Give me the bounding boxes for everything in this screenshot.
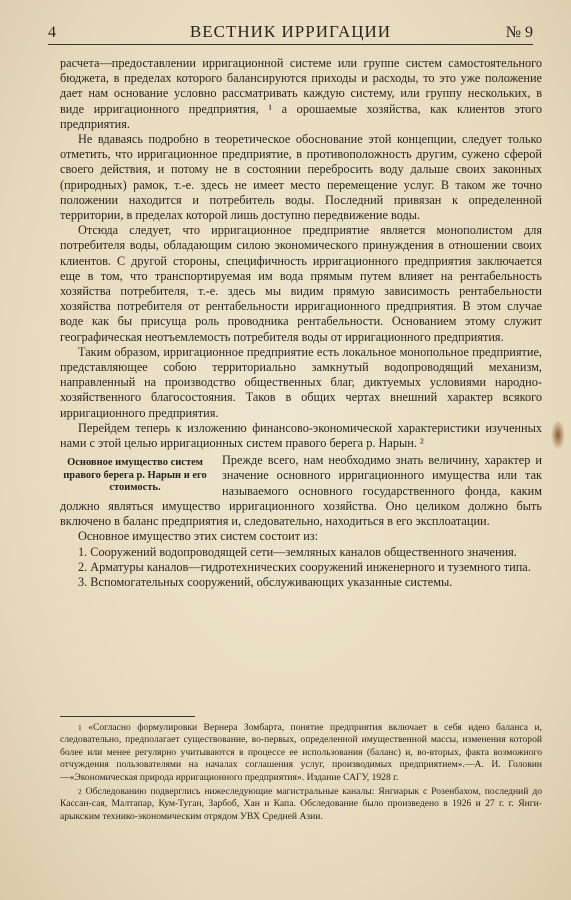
list-item: 1. Сооружений водопроводящей сети—земляных каналов общественного значения. [78, 544, 517, 559]
section-with-side-heading [60, 453, 542, 529]
main-text [60, 56, 542, 590]
footnote-text: Обследованию подверглись нижеследующие магистральные каналы: Янгиарык с Розенбахом, последний до Кассан-сая, Малтапар, Кум-Туган, Зарбоб, Хан и Капа. Обследование было произведено в 1926 и 27 г. г. Янги-арыкским технико-экономическим отрядом УВХ Средней Азии. [60, 786, 542, 822]
issue-number: № 9 [505, 24, 533, 41]
footnote [60, 722, 542, 784]
side-heading: Основное имущество систем правого берега р. Нарын и его стоимость. [63, 457, 207, 494]
footnote [60, 786, 542, 823]
footnote-number: 2 [78, 787, 82, 797]
footnote-number: 1 [78, 723, 82, 732]
paragraph: расчета—предоставлении ирригационной системе или группе систем самостоятельного бюджета, в пределах которого балансируются приходы и расходы, то это уже положение дает нам основание условно рассматривать каждую систему, или группу нескольких, в виде ирригационного предприятия, ¹ а орошаемые хозяйства, как клиентов этого предприятия. [60, 56, 542, 131]
paragraph: Прежде всего, нам необходимо знать величину, характер и значение основного ирригационного имущества или так называемого основного государственного фонда, каким должно являться имущество ирригационного хозяйства. Оно целиком должно быть включено в баланс предприятия и, следовательно, находиться в его эксплоатации. [60, 453, 542, 529]
page-number: 4 [48, 24, 56, 41]
journal-title: ВЕСТНИК ИРРИГАЦИИ [189, 22, 392, 41]
footnote-text: «Согласно формулировки Вернера Зомбарта, понятие предприятия включает в себя идею баланса и, следовательно, предполагает существование, во-первых, определенной имущественной массы, изменения которой более или менее регулярно учитываются в процессе ее использования (баланс) и, во-вторых, факта возможного отчуждения пользователями на началах соглашения услуг, производимых предприятием».—А. И. Головин—«Экономическая природа ирригационного предприятия». Издание САГУ, 1928 г. [60, 722, 542, 783]
list-item: 2. Арматуры каналов—гидротехнических сооружений инженерного и туземного типа. [78, 559, 531, 574]
list-intro: Основное имущество этих систем состоит из: [78, 529, 319, 544]
paragraph: Таким образом, ирригационное предприятие есть локальное монопольное предприятие, представляющее собою территориально замкнутый водопроводящий механизм, направленный на производство общественных благ, диктуемых условиями народно-хозяйственного благосостояния. Таков в общих чертах внешний характер всякого ирригационного предприятия. [60, 344, 542, 420]
list-item: 3. Вспомогательных сооружений, обслуживающих указанные системы. [78, 574, 453, 589]
paragraph: Перейдем теперь к изложению финансово-экономической характеристики изученных нами с этой целью ирригационных систем правого берега р. Нарын. ² [60, 420, 542, 451]
paper-stain [551, 420, 565, 450]
paragraph: Не вдаваясь подробно в теоретическое обоснование этой концепции, следует только отметить, что ирригационное предприятие, в противоположность другим, сужено сферой своего действия, и потому не в состоянии перебросить воду дальше своих законных (природных) рамок, т.-е. здесь не имеет место перемещение услуг. В таком же точно положении находится и потребитель воды. Последний привязан к определенной территории, в пределах которой лишь доступно передвижение воды. [60, 132, 542, 223]
footnotes [60, 722, 542, 825]
paragraph: Отсюда следует, что ирригационное предприятие является монополистом для потребителя воды, обладающим силою экономического принуждения в отношении своих клиентов. С другой стороны, специфичность ирригационного предприятия заключается еще в том, что транспортируемая им вода прямым путем влияет на рентабельность хозяйства потребителя, т.-е. здесь мы видим прямую зависимость рентабельности хозяйства потребителя от рентабельности ирригационного предприятия. В этом случае воде как бы присуща роль проводника рентабельности. Основанием этому служит географическая неотъемлемость потребителя воды от ирригационного предприятия. [60, 223, 542, 344]
footnote-divider [60, 716, 195, 717]
page-header [48, 22, 533, 45]
